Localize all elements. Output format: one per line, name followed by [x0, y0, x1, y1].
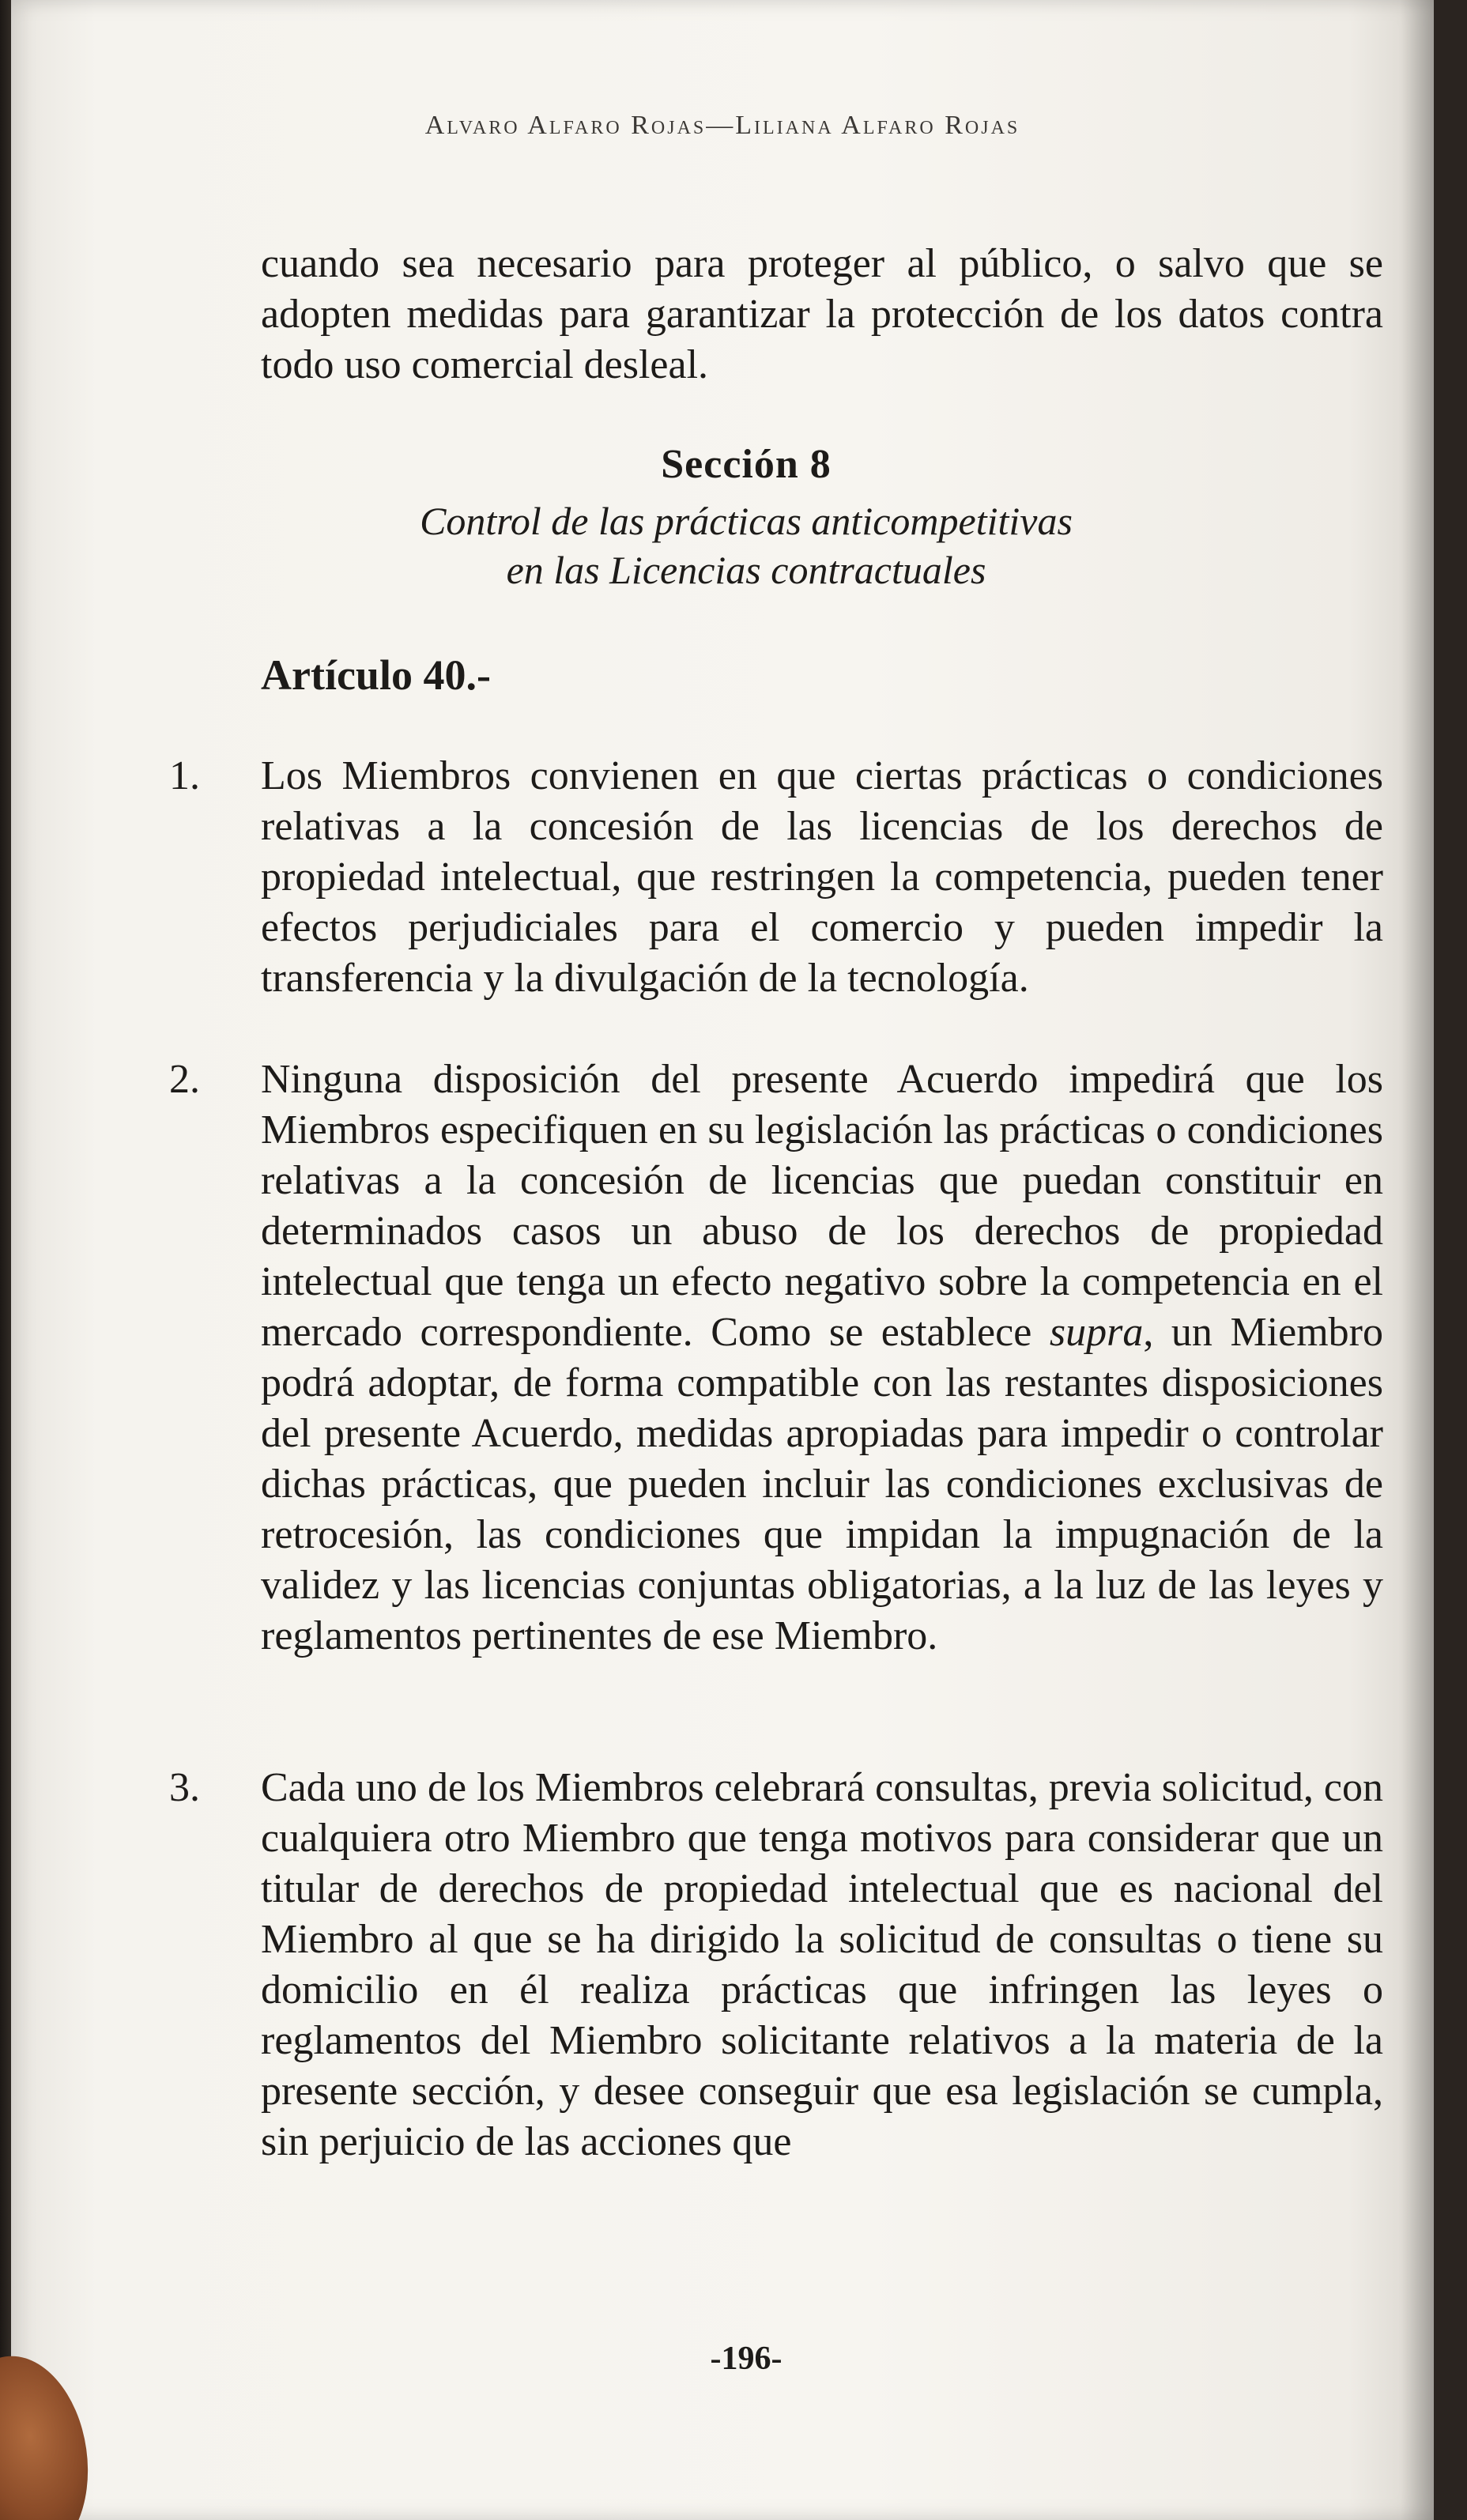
page-edge-shadow — [1401, 0, 1434, 2520]
section-subtitle-line-2: en las Licencias contractuales — [506, 548, 986, 592]
page-number: -196- — [710, 2341, 783, 2377]
item-text-part-1: Ninguna disposición del presente Acuerdo impedirá que los Miembros especifiquen en su legislación las prácticas o condiciones relativas a la concesión de licencias que puedan constituir en determinados casos un abuso de los derechos de propiedad intelectual que tenga un efecto negativo sobre la competencia en el mercado correspondiente. Como se establece — [261, 1057, 1383, 1355]
intro-paragraph: cuando sea necesario para proteger al público, o salvo que se adopten medidas para garantizar la protección de los datos contra todo uso comercial desleal. — [261, 241, 1383, 387]
section-subtitle-line-1: Control de las prácticas anticompetitivas — [420, 499, 1073, 543]
running-head: Alvaro Alfaro Rojas—Liliana Alfaro Rojas — [424, 111, 1020, 140]
item-text: Cada uno de los Miembros celebrará consultas, previa solicitud, con cualquiera otro Miembro que tenga motivos para considerar que un titular de derechos de propiedad intelectual que es nacional del Miembro al que se ha dirigido la solicitud de consultas o tiene su domicilio en él realiza prácticas que infringen las leyes o reglamentos del Miembro solicitante relativos a la materia de la presente sección, y desee conseguir que esa legislación se cumpla, sin perjuicio de las acciones que — [261, 1765, 1383, 2164]
item-number: 1. — [169, 753, 200, 798]
item-text-part-2: , un Miembro podrá adoptar, de forma compatible con las restantes disposiciones del presente Acuerdo, medidas apropiadas para impedir o controlar dichas prácticas, que pueden incluir las condiciones exclusivas de retrocesión, las condiciones que impidan la impugnación de la validez y las licencias conjuntas obligatorias, a la luz de las leyes y reglamentos pertinentes de ese Miembro. — [261, 1310, 1383, 1658]
section-subtitle — [11, 496, 1434, 594]
article-heading: Artículo 40.- — [261, 651, 491, 699]
item-text-italic: supra — [1049, 1310, 1144, 1355]
book-page — [11, 0, 1434, 2520]
item-text: Los Miembros convienen en que ciertas prácticas o condiciones relativas a la concesión de las licencias de los derechos de propiedad intelectual, que restringen la competencia, pueden tener efectos perjudiciales para el comercio y pueden impedir la transferencia y la divulgación de la tecnología. — [261, 753, 1383, 1001]
item-text — [261, 1054, 1383, 1662]
item-number: 2. — [169, 1057, 200, 1102]
item-number: 3. — [169, 1765, 200, 1810]
section-title: Sección 8 — [661, 442, 832, 487]
